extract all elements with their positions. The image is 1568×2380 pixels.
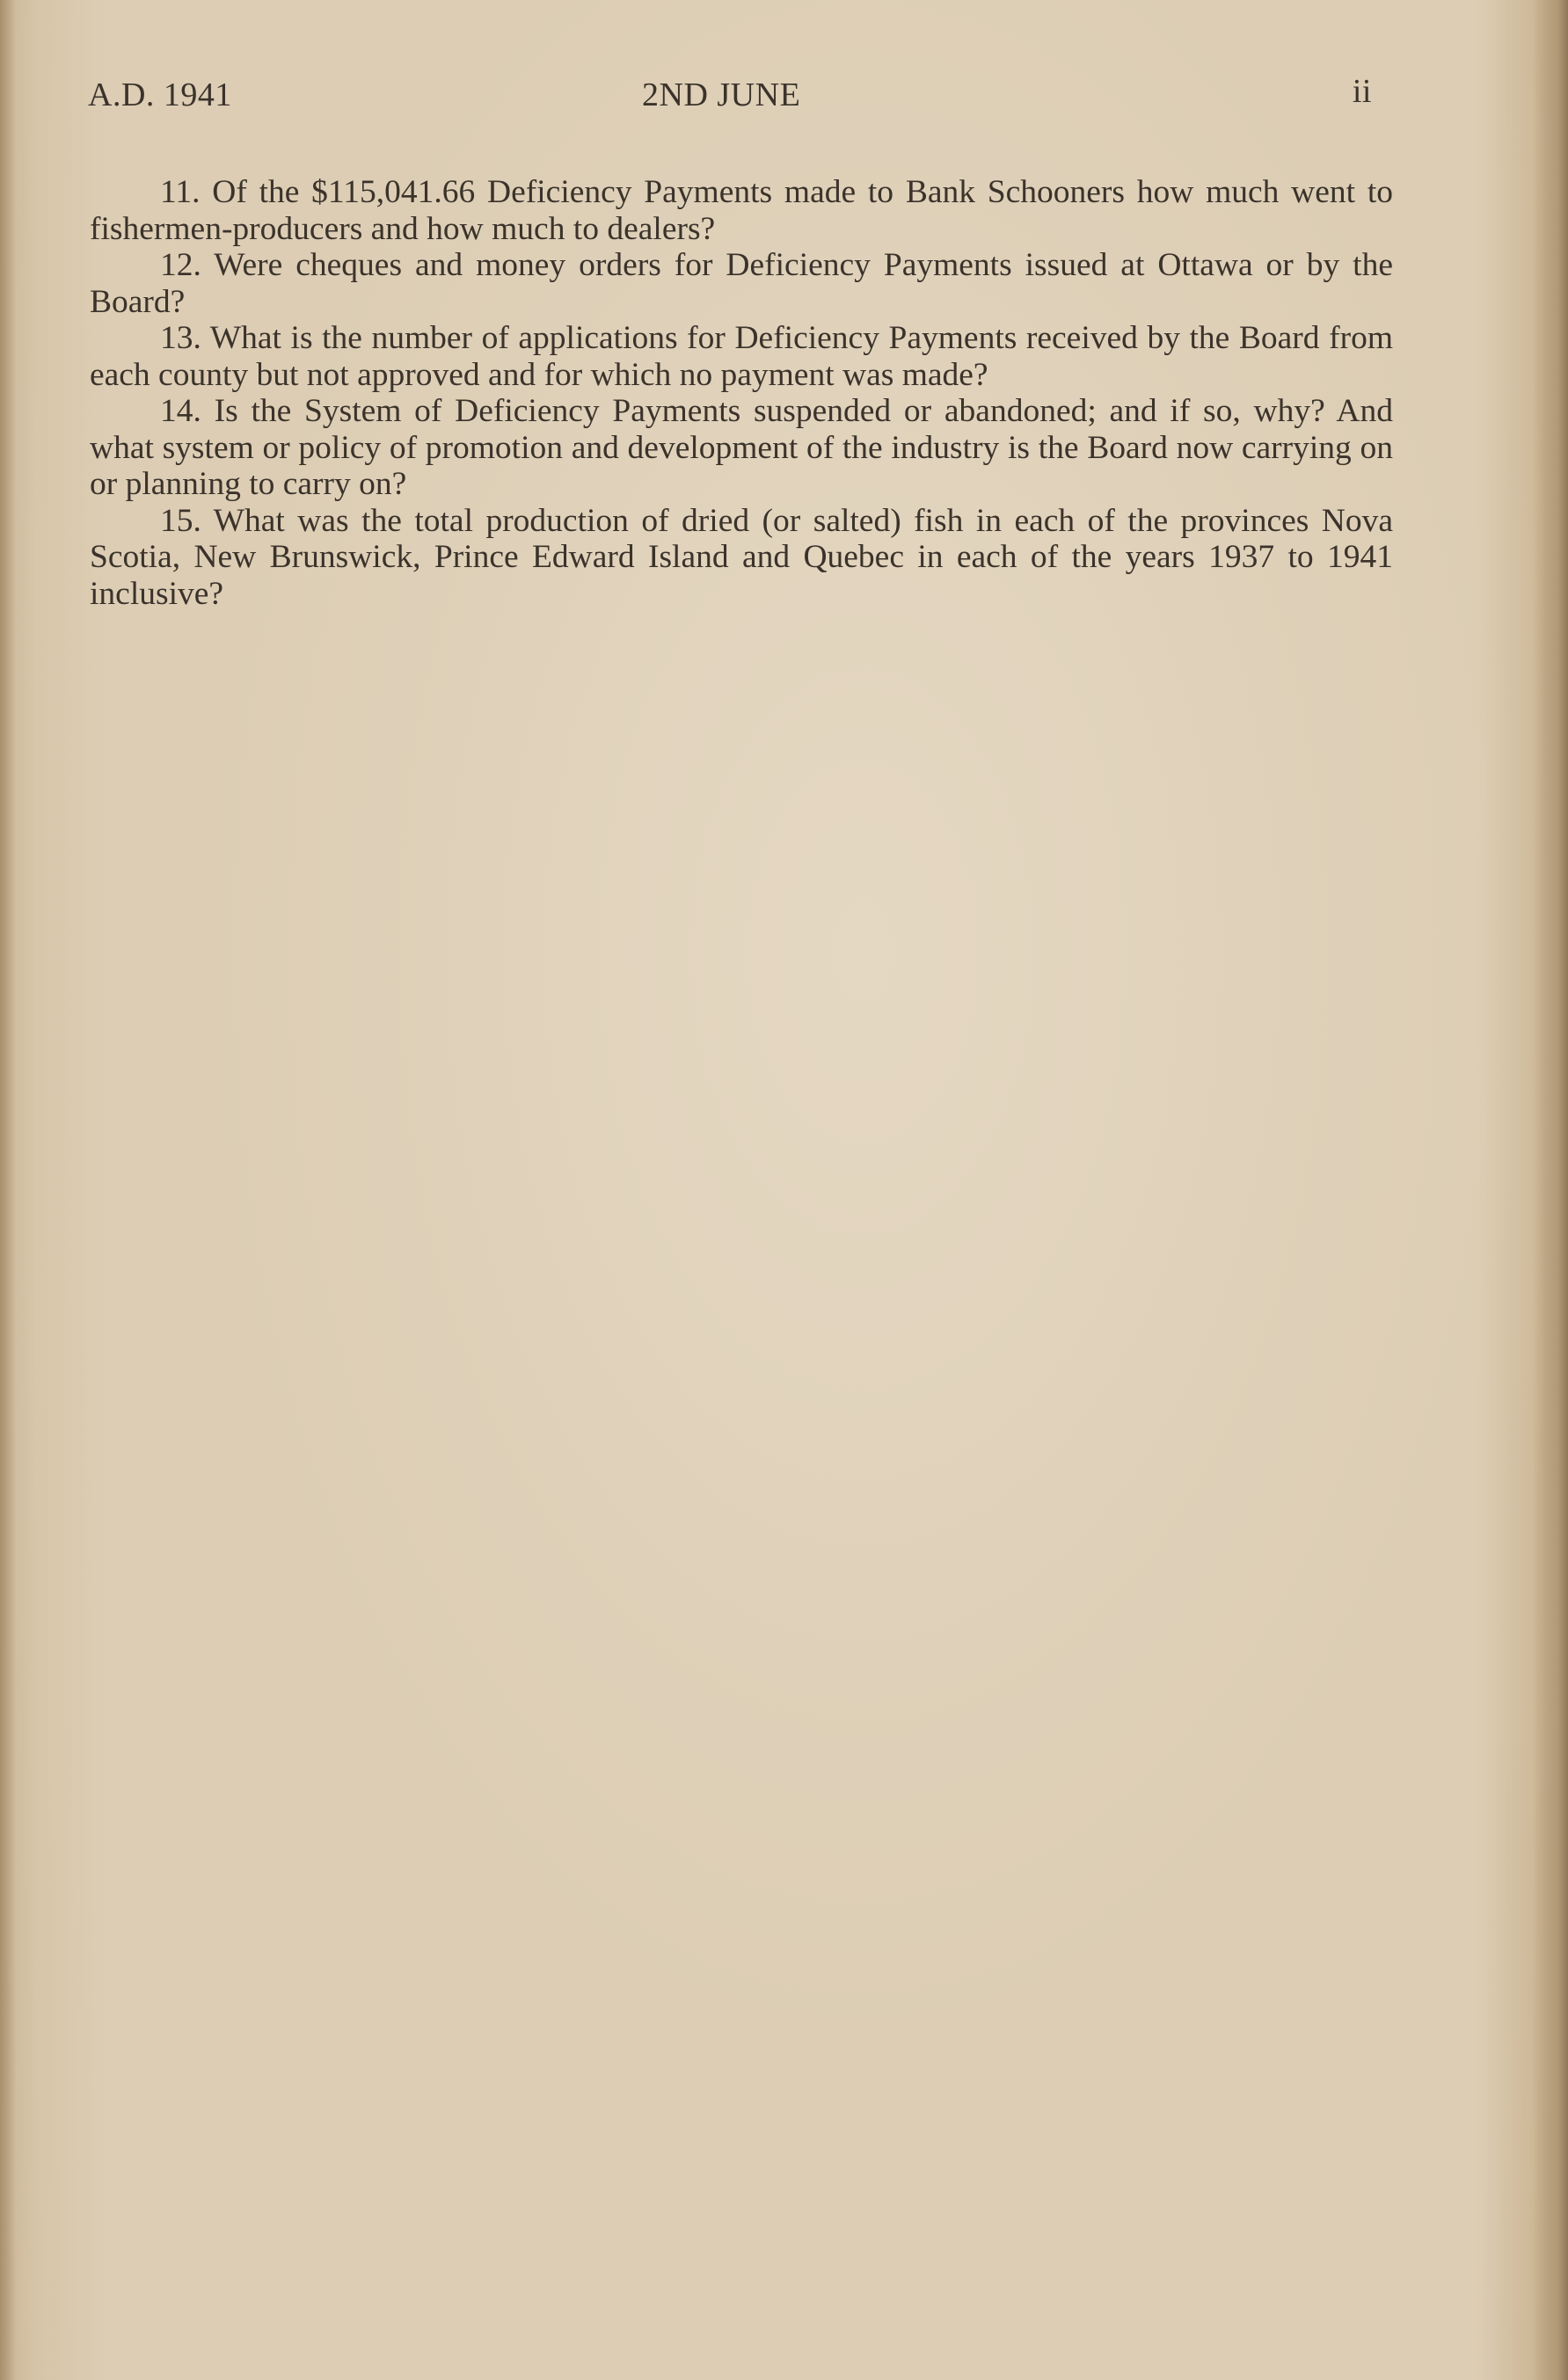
header-year: A.D. 1941 [88,76,232,113]
page-right-edge [1533,0,1568,2380]
header-date-month: JUNE [708,76,801,113]
header-date [642,76,800,114]
question-13: 13. What is the number of applications for Deficiency Payments received by the Board from each county but not approved and for which no payment was made? [90,320,1393,393]
header-page-number: ii [1352,73,1372,110]
questions-list [90,174,1393,612]
question-15: 15. What was the total production of dried (or salted) fish in each of the provinces Nova Scotia, New Brunswick, Prince Edward Island and Quebec in each of the years 1937 to 1941 inclusive? [90,502,1393,612]
header-date-ordinal: ND [659,76,709,113]
page-left-edge [0,0,16,2380]
header-date-day: 2 [642,76,660,113]
question-14: 14. Is the System of Deficiency Payments suspended or abandoned; and if so, why? And what system or policy of promotion and development of the industry is the Board now carrying on or planning to carry on? [90,393,1393,502]
running-head [88,73,1372,120]
question-12: 12. Were cheques and money orders for Deficiency Payments issued at Ottawa or by the Board? [90,247,1393,320]
question-11: 11. Of the $115,041.66 Deficiency Payments made to Bank Schooners how much went to fishermen-producers and how much to dealers? [90,174,1393,247]
